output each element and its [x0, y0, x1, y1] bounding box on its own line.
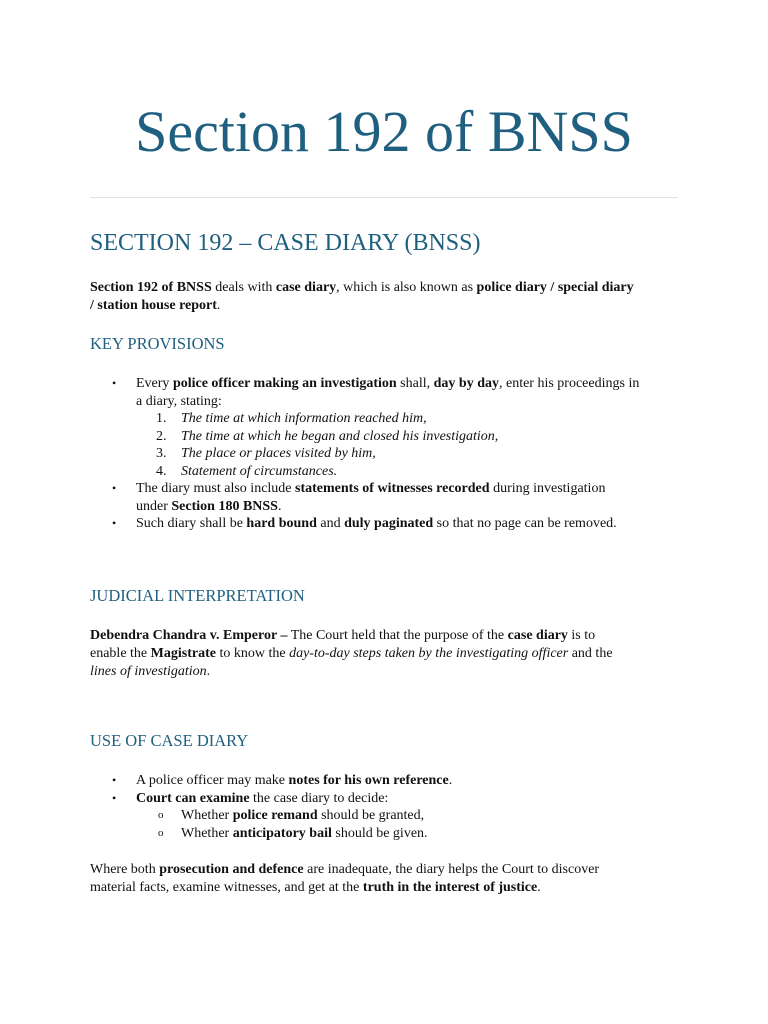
list-item: • Court can examine the case diary to decide: — [112, 790, 389, 806]
numbered-item: 1. The time at which information reached him, — [156, 411, 427, 426]
intro-bold-station-report: / station house report — [90, 298, 217, 313]
key-provisions-heading: KEY PROVISIONS — [90, 334, 225, 353]
intro-bold-case-diary: case diary — [275, 280, 337, 295]
sub-list-item: o Whether police remand should be granted, — [158, 808, 425, 823]
use-heading: USE OF CASE DIARY — [90, 731, 249, 750]
numbered-item: 3. The place or places visited by him, — [156, 446, 376, 461]
bullet-icon: • — [112, 773, 117, 787]
bullet-icon: • — [112, 481, 117, 495]
circle-bullet-icon: o — [158, 809, 164, 821]
closing-paragraph: Where both prosecution and defence are inadequate, the diary helps the Court to discover material facts, examine witnesses, and get at the truth in the interest of justice. — [90, 862, 600, 895]
numbered-item: 4. Statement of circumstances. — [156, 463, 338, 479]
list-item: • A police officer may make notes for his own reference. — [112, 773, 453, 788]
numbered-item: 2. The time at which he began and closed his investigation, — [156, 428, 499, 444]
intro-bold-police-diary: police diary / special diary — [476, 280, 634, 295]
key-provisions-list — [0, 375, 700, 533]
bullet-icon: • — [112, 516, 117, 530]
circle-bullet-icon: o — [158, 826, 164, 839]
case-name: Debendra Chandra v. Emperor – — [90, 628, 288, 643]
bullet-icon: • — [112, 790, 117, 805]
judicial-heading: JUDICIAL INTERPRETATION — [90, 586, 305, 605]
list-item-continuation: under Section 180 BNSS. — [136, 498, 282, 514]
list-item-continuation: a diary, stating: — [136, 393, 222, 409]
sub-list-item: o Whether anticipatory bail should be given. — [158, 825, 428, 841]
list-item: • Every police officer making an investigation shall, day by day, enter his proceedings in — [112, 376, 640, 391]
title-divider — [90, 197, 678, 198]
bullet-icon: • — [112, 376, 117, 390]
main-heading: SECTION 192 – CASE DIARY (BNSS) — [90, 230, 481, 256]
judicial-paragraph: Debendra Chandra v. Emperor – The Court held that the purpose of the case diary is to enable the Magistrate to know the day-to-day steps taken by the investigating officer and the lines of investigation. — [90, 628, 613, 679]
document-title: Section 192 of BNSS — [135, 99, 633, 164]
list-item: • The diary must also include statements of witnesses recorded during investigation — [112, 481, 606, 496]
intro-paragraph: Section 192 of BNSS deals with case diary, which is also known as police diary / special diary / station house report. — [90, 280, 634, 313]
intro-bold-section: Section 192 of BNSS — [90, 280, 212, 295]
list-item: • Such diary shall be hard bound and duly paginated so that no page can be removed. — [112, 516, 617, 531]
use-list — [0, 772, 700, 842]
